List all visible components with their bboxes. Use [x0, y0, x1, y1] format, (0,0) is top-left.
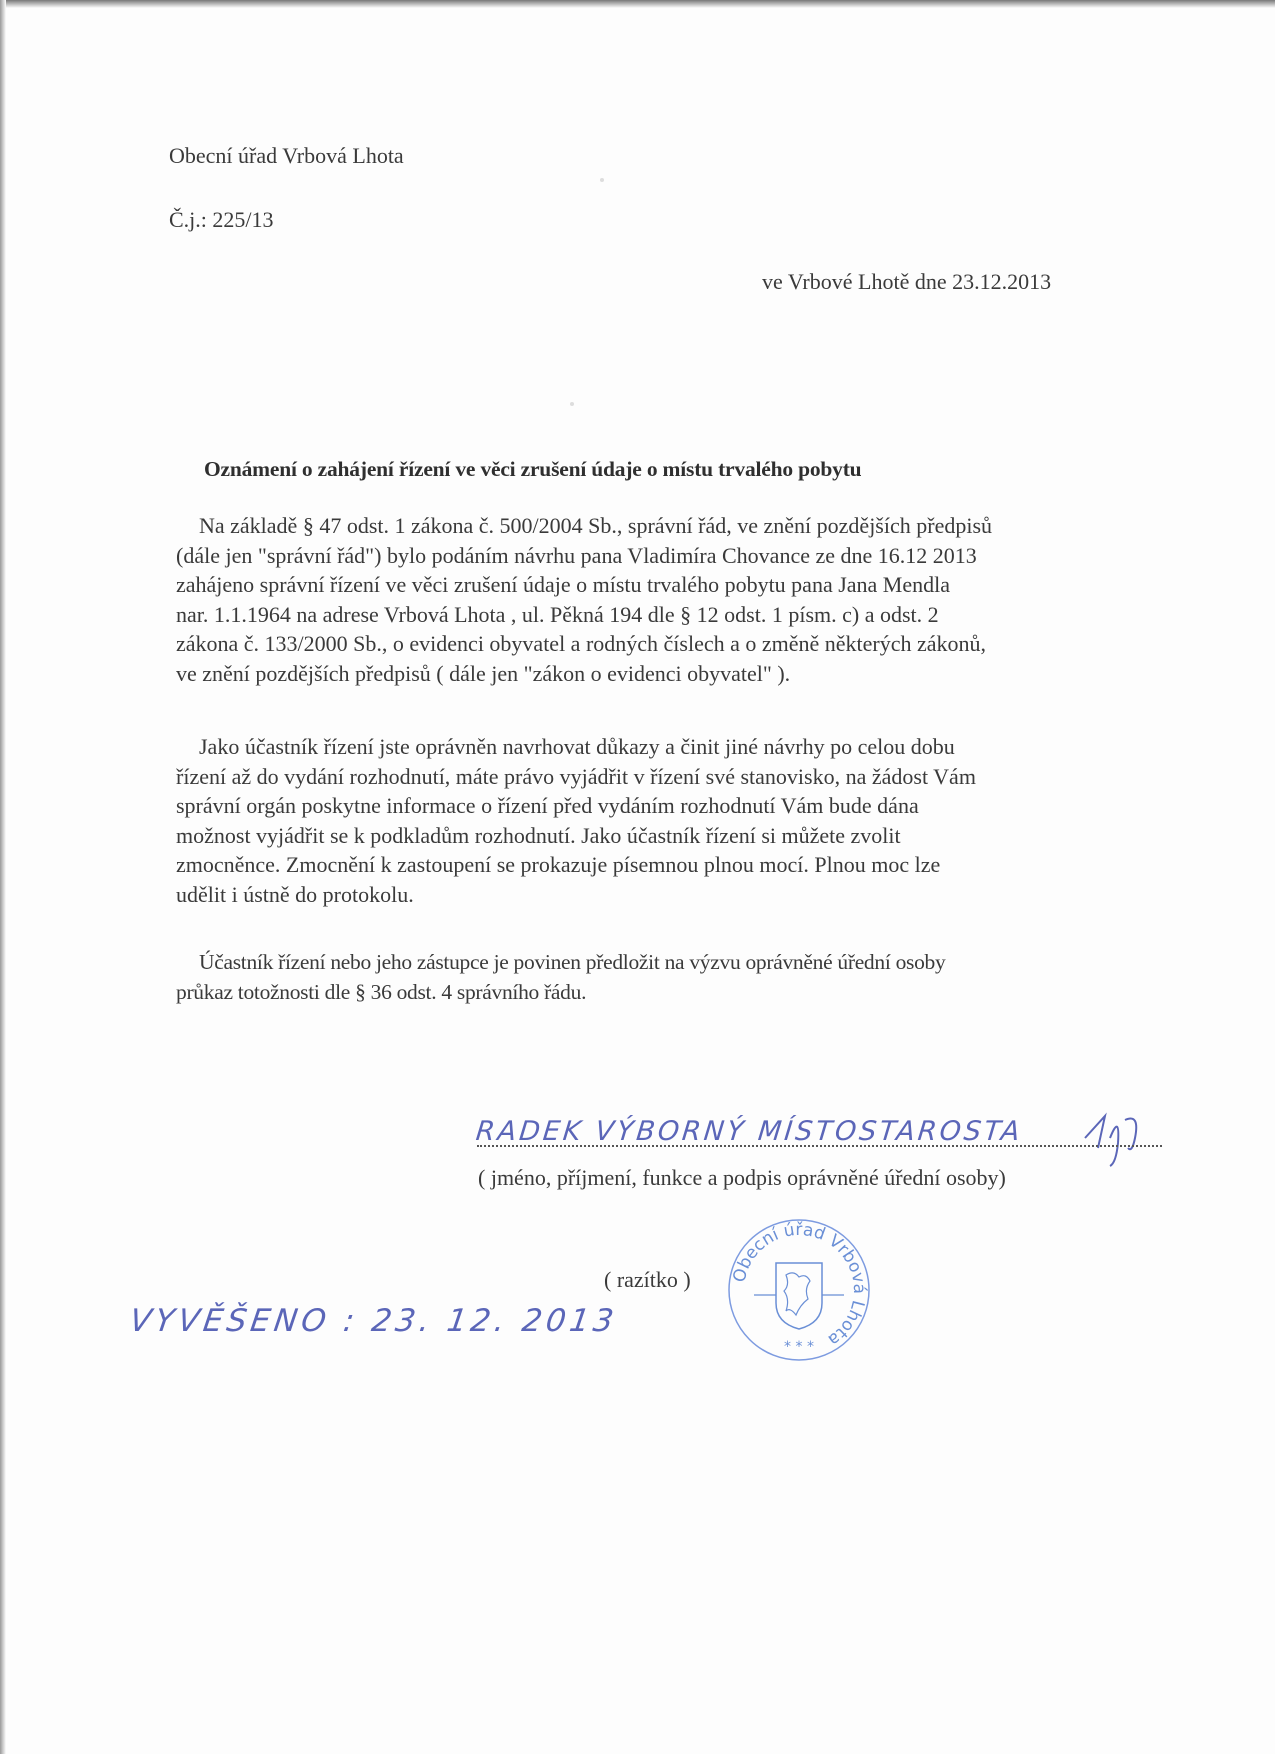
text-line: možnost vyjádřit se k podkladům rozhodnutí. Jako účastník řízení si můžete zvolit: [176, 822, 901, 848]
text-line: správní orgán poskytne informace o řízení před vydáním rozhodnutí Vám bude dána: [176, 793, 919, 818]
stamp-label: ( razítko ): [604, 1267, 691, 1292]
text-line: zákona č. 133/2000 Sb., o evidenci obyvatel a rodných číslech a o změně některých zákonů,: [176, 631, 987, 656]
coat-of-arms-shield-icon: [776, 1263, 822, 1329]
stamp-stars: * * *: [784, 1339, 814, 1355]
paragraph-identification: [176, 948, 945, 1007]
text-line: (dále jen "správní řád") bylo podáním návrhu pana Vladimíra Chovance ze dne 16.12 2013: [176, 542, 977, 568]
text-line: zahájeno správní řízení ve věci zrušení údaje o místu trvalého pobytu pana Jana Mendla: [176, 572, 951, 597]
stamp-ring-text: Obecní úřad Vrbová Lhota: [729, 1219, 870, 1350]
document-title: Oznámení o zahájení řízení ve věci zrušení údaje o místu trvalého pobytu: [204, 457, 862, 481]
text-line: ve znění pozdějších předpisů ( dále jen "zákon o evidenci obyvatel" ).: [176, 660, 791, 686]
reference-number: Č.j.: 225/13: [169, 207, 274, 232]
office-name: Obecní úřad Vrbová Lhota: [169, 143, 404, 168]
paragraph-initiation: [176, 511, 992, 688]
place-and-date: ve Vrbové Lhotě dne 23.12.2013: [762, 269, 1052, 294]
text-line: nar. 1.1.1964 na adrese Vrbová Lhota , ul. Pěkná 194 dle § 12 odst. 1 písm. c) a odst. 2: [176, 601, 939, 627]
official-stamp: [724, 1215, 874, 1365]
text-line: Jako účastník řízení jste oprávněn navrhovat důkazy a činit jiné návrhy po celou dobu: [199, 734, 955, 759]
text-line: Na základě § 47 odst. 1 zákona č. 500/2004 Sb., správní řád, ve znění pozdějších předpisů: [199, 513, 993, 538]
text-line: řízení až do vydání rozhodnutí, máte právo vyjádřit v řízení své stanovisko, na žádost Vám: [176, 763, 976, 789]
handwritten-signature-name: RADEK VÝBORNÝ MÍSTOSTAROSTA: [474, 1116, 1025, 1147]
paragraph-rights: [176, 732, 976, 909]
scan-speck: [570, 402, 574, 406]
text-line: udělit i ústně do protokolu.: [176, 881, 414, 907]
text-line: zmocněnce. Zmocnění k zastoupení se prokazuje písemnou plnou mocí. Plnou moc lze: [176, 852, 941, 877]
scan-top-edge: [0, 0, 1275, 8]
text-line: Účastník řízení nebo jeho zástupce je povinen předložit na výzvu oprávněné úřední osoby: [199, 950, 946, 974]
posted-date-note: VYVĚŠENO : 23. 12. 2013: [127, 1303, 620, 1339]
signature-line: [477, 1145, 1162, 1147]
text-line: průkaz totožnosti dle § 36 odst. 4 správního řádu.: [176, 979, 587, 1004]
scan-left-edge: [0, 0, 6, 1754]
signature-caption: ( jméno, příjmení, funkce a podpis oprávněné úřední osoby): [478, 1165, 1006, 1190]
scan-speck: [600, 178, 604, 182]
lion-icon: [784, 1273, 810, 1315]
signature-scribble-icon: [1080, 1108, 1150, 1168]
